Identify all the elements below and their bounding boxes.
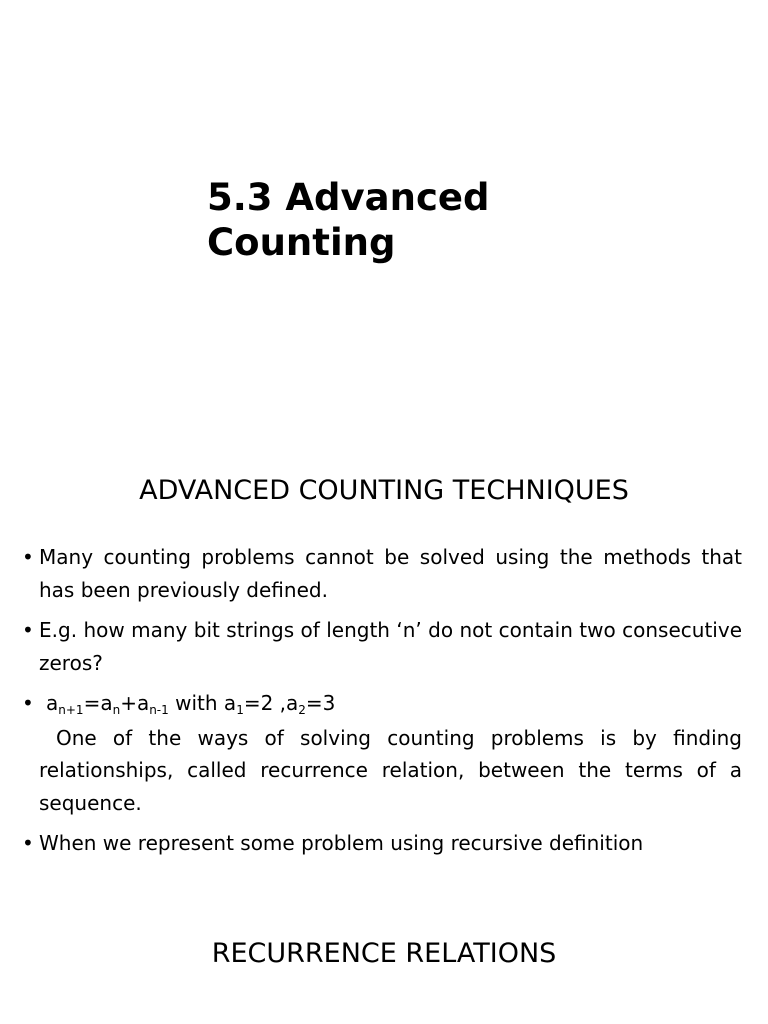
- bullet-list: [22, 541, 742, 868]
- bullet-item-formula: [22, 687, 742, 720]
- bullet-marker: •: [22, 691, 34, 715]
- next-section-heading: RECURRENCE RELATIONS: [211, 938, 557, 969]
- bullet-text: When we represent some problem using recursive definition: [39, 831, 644, 855]
- bullet-marker: •: [22, 545, 34, 569]
- bullet-marker: •: [22, 618, 34, 642]
- section-heading: ADVANCED COUNTING TECHNIQUES: [139, 475, 629, 506]
- bullet-text: Many counting problems cannot be solved using the methods that has been previously defined.: [39, 545, 742, 602]
- bullet-item: [22, 614, 742, 679]
- page-title: 5.3 Advanced Counting: [207, 176, 490, 264]
- bullet-item: [22, 827, 742, 860]
- bullet-item: [22, 541, 742, 606]
- bullet-marker: •: [22, 831, 34, 855]
- recurrence-formula: $a_{n+1}=a_n+a_{n-1}$ with $a_1=2$ $,a_2=3$: [46, 691, 336, 717]
- paragraph-text: One of the ways of solving counting problems is by finding relationships, called recurrence relation, between the terms of a sequence.: [39, 725, 742, 815]
- bullet-text: E.g. how many bit strings of length ‘n’ do not contain two consecutive zeros?: [39, 618, 742, 675]
